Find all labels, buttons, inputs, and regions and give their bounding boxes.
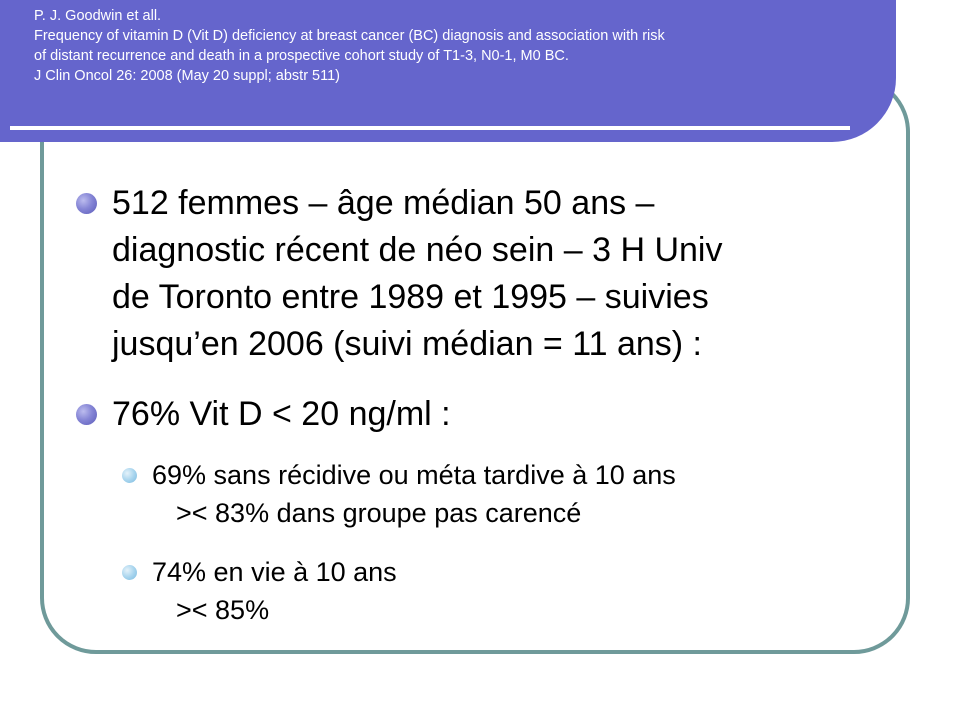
sub-bullet-dot-icon [122,468,137,483]
bullet-item-cohort [112,180,912,368]
header-citation: J Clin Oncol 26: 2008 (May 20 suppl; abstr 511) [34,68,341,84]
sub-bullet-item-survival [152,553,912,629]
sub-bullet-dot-icon [122,565,137,580]
sub-bullet-text-line: >< 83% dans groupe pas carencé [176,498,582,528]
header-title-line-1: Frequency of vitamin D (Vit D) deficiency at breast cancer (BC) diagnosis and association with risk [34,28,665,44]
sub-bullet-item-recurrence [152,456,912,532]
bullet-text-line: 76% Vit D < 20 ng/ml : [112,395,451,433]
header-authors: P. J. Goodwin et all. [34,8,162,24]
bullet-dot-icon [76,404,97,425]
sub-bullet-text-line: >< 85% [176,595,270,625]
header-title-line-2: of distant recurrence and death in a prospective cohort study of T1-3, N0-1, M0 BC. [34,48,569,64]
bullet-dot-icon [76,193,97,214]
sub-bullet-text-line: 69% sans récidive ou méta tardive à 10 ans [152,460,676,490]
bullet-text-line: diagnostic récent de néo sein – 3 H Univ [112,231,723,269]
bullet-text-line: jusqu’en 2006 (suivi médian = 11 ans) : [112,325,703,363]
bullet-item-vitd [112,391,912,438]
bullet-text-line: de Toronto entre 1989 et 1995 – suivies [112,278,709,316]
sub-bullet-text-line: 74% en vie à 10 ans [152,557,397,587]
bullet-text-line: 512 femmes – âge médian 50 ans – [112,184,655,222]
